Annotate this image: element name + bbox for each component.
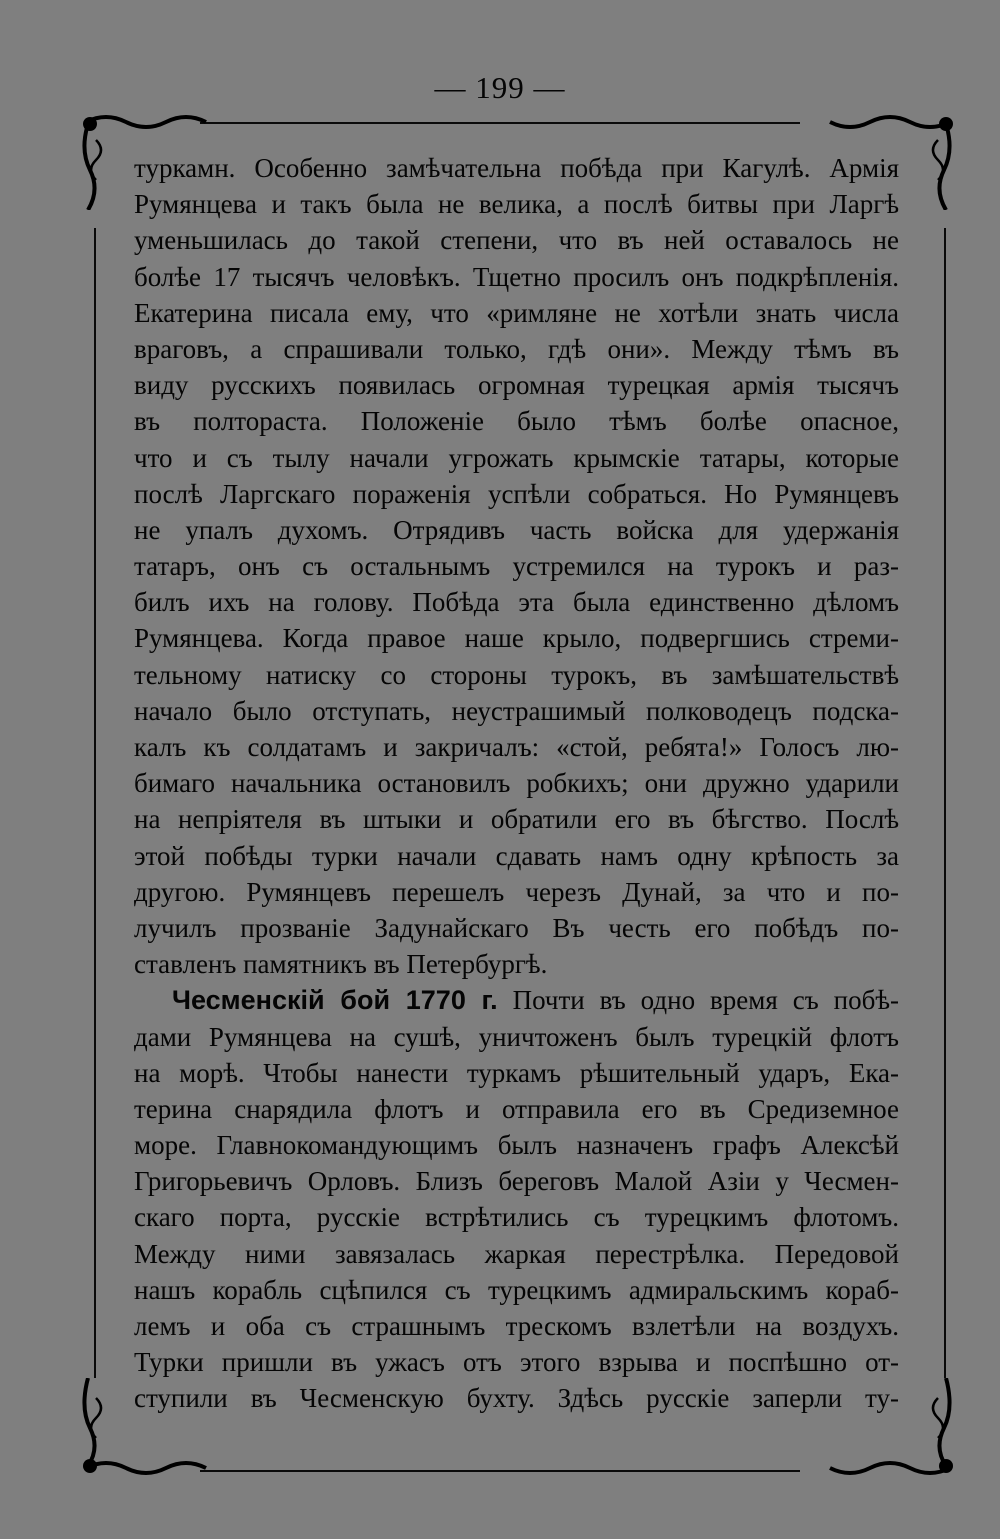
text-line: нашъ корабль сцѣпился съ турецкимъ адмиральскимъ кораб- bbox=[134, 1274, 899, 1305]
text-line: Между ними завязалась жаркая перестрѣлка. Передовой bbox=[134, 1238, 899, 1269]
text-line: болѣе 17 тысячъ человѣкъ. Тщетно просилъ онъ подкрѣпленія. bbox=[134, 261, 899, 292]
text-line: ступили въ Чесменскую бухту. Здѣсь русскіе заперли ту- bbox=[134, 1383, 899, 1414]
text-line: ставленъ памятникъ въ Петербургѣ. bbox=[134, 949, 548, 980]
text-line: Екатерина писала ему, что «римляне не хотѣли знать числа bbox=[134, 297, 899, 328]
text-line: Григорьевичъ Орловъ. Близъ береговъ Малой Азіи у Чесмен- bbox=[134, 1166, 899, 1197]
text-line-with-heading bbox=[134, 982, 899, 1018]
frame-left-rule bbox=[94, 228, 96, 1378]
text-line: уменьшилась до такой степени, что въ ней оставалось не bbox=[134, 225, 899, 256]
text-line: Румянцева. Когда правое наше крыло, подвергшись стреми- bbox=[134, 623, 899, 654]
text-line: скаго порта, русскіе встрѣтились съ турецкимъ флотомъ. bbox=[134, 1202, 899, 1233]
text-line: калъ къ солдатамъ и закричалъ: «стой, ребята!» Голосъ лю- bbox=[134, 732, 899, 762]
page-number: — 199 — bbox=[434, 70, 566, 105]
text-line: дами Румянцева на сушѣ, уничтоженъ былъ турецкій флотъ bbox=[134, 1021, 899, 1052]
text-line: на непріятеля въ штыки и обратили его въ бѣгство. Послѣ bbox=[134, 804, 899, 835]
text-line: что и съ тылу начали угрожать крымскіе татары, которые bbox=[134, 442, 899, 473]
text-line: бимаго начальника остановилъ робкихъ; они дружно ударили bbox=[134, 768, 899, 799]
frame-top-rule bbox=[200, 122, 800, 124]
text-line-rest: Почти въ одно время съ побѣ- bbox=[512, 985, 899, 1016]
text-line: этой побѣды турки начали сдавать намъ одну крѣпость за bbox=[134, 840, 899, 871]
text-line: билъ ихъ на голову. Побѣда эта была единственно дѣломъ bbox=[134, 587, 899, 618]
text-line: лучилъ прозваніе Задунайскаго Въ честь его побѣдъ по- bbox=[134, 912, 899, 943]
text-line: Турки пришли въ ужасъ отъ этого взрыва и поспѣшно от- bbox=[134, 1347, 899, 1378]
text-line: не упалъ духомъ. Отрядивъ часть войска для удержанія bbox=[134, 514, 899, 545]
text-line: на морѣ. Чтобы нанести туркамъ рѣшительный ударъ, Ека- bbox=[134, 1057, 899, 1088]
frame-bottom-rule bbox=[200, 1470, 800, 1472]
section-heading: Чесменскій бой 1770 г. bbox=[172, 985, 498, 1016]
text-line: Румянцева и такъ была не велика, а послѣ битвы при Ларгѣ bbox=[134, 189, 899, 220]
text-line: тельному натиску со стороны турокъ, въ замѣшательствѣ bbox=[134, 659, 899, 690]
text-line: послѣ Ларгскаго пораженія успѣли собраться. Но Румянцевъ bbox=[134, 478, 899, 509]
page-text-body bbox=[134, 150, 899, 1417]
text-line: туркамн. Особенно замѣчательна побѣда при Кагулѣ. Армія bbox=[134, 153, 899, 183]
text-line: терина снарядила флотъ и отправила его въ Средиземное bbox=[134, 1093, 899, 1124]
paragraph-rumyantsev bbox=[134, 150, 899, 982]
text-line: другою. Румянцевъ перешелъ черезъ Дунай, за что и по- bbox=[134, 876, 899, 907]
frame-right-rule bbox=[944, 228, 946, 1378]
paragraph-chesma bbox=[134, 982, 899, 1416]
text-line: татаръ, онъ съ остальнымъ устремился на турокъ и раз- bbox=[134, 551, 899, 582]
text-line: море. Главнокомандующимъ былъ назначенъ графъ Алексѣй bbox=[134, 1130, 899, 1161]
text-line: лемъ и оба съ страшнымъ трескомъ взлетѣли на воздухъ. bbox=[134, 1311, 899, 1341]
text-line: виду русскихъ появилась огромная турецкая армія тысячъ bbox=[134, 370, 899, 401]
text-line: враговъ, а спрашивали только, гдѣ они». Между тѣмъ въ bbox=[134, 333, 899, 364]
text-line: въ полтораста. Положеніе было тѣмъ болѣе опасное, bbox=[134, 406, 899, 437]
text-line: начало было отступать, неустрашимый полководецъ подска- bbox=[134, 695, 899, 726]
